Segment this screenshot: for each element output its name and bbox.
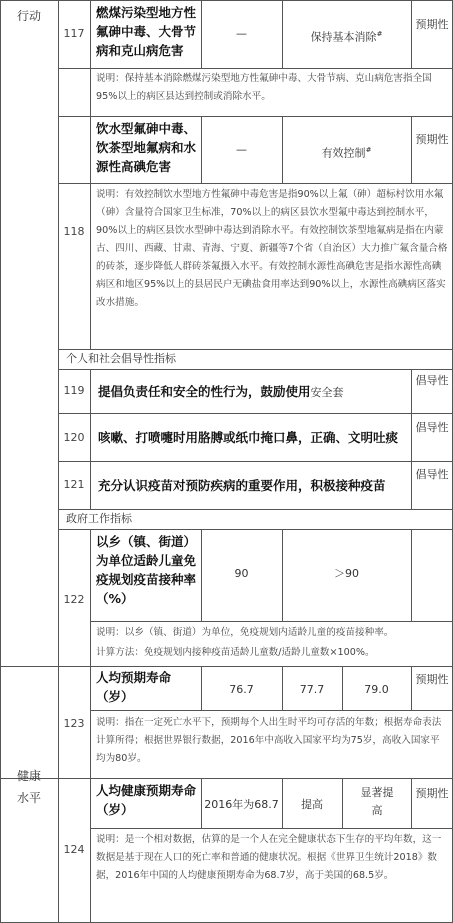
target-value — [282, 142, 411, 162]
indicator-title: 人均预期寿命（岁） — [96, 670, 172, 704]
indicator-title-normal: 安全套 — [310, 386, 344, 399]
section-header-personal: 个人和社会倡导性指标 — [66, 352, 176, 365]
indicator-type: 预期性 — [415, 673, 449, 686]
explanation-note: 说明：有效控制饮水型地方性氟砷中毒危害是指90%以上氟（砷）超标村饮用水氟（砷）含量符合国家卫生标准，70%以上的病区县饮水型氟中毒达到控制水平，90%以上的病区县饮水型砷中毒达到消除水平。有效控制饮茶型地氟病是指在内蒙古、四川、西藏、甘肃、青海、宁夏、新疆等7个省（自治区）大力推广氟含量合格的砖茶，逐步降低人群砖茶氟摄入水平。有效控制水源性高碘危害是指水源性高碘病区和地区95%以上的县居民户无碘盐食用率达到90%以上，水源性高碘病区落实改水措施。 — [96, 189, 448, 308]
indicator-title: 燃煤污染型地方性氟砷中毒、大骨节病和克山病危害 — [96, 5, 197, 58]
row-number: 123 — [63, 717, 85, 730]
explanation-note: 说明：保持基本消除燃煤污染型地方性氟砷中毒、大骨节病、克山病危害指全国95%以上的病区县达到控制或消除水平。 — [96, 73, 432, 102]
current-value: — — [236, 143, 247, 156]
indicator-title: 饮水型氟砷中毒、饮茶型地氟病和水源性高碘危害 — [96, 121, 197, 174]
indicator-title: 咳嗽、打喷嚏时用胳膊或纸巾掩口鼻，正确、文明吐痰 — [98, 430, 399, 445]
current-value: 76.7 — [229, 683, 254, 696]
current-value: 90 — [234, 567, 249, 580]
row-number: 121 — [63, 478, 85, 491]
left-label-action: 行动 — [16, 9, 41, 23]
indicator-title — [98, 382, 410, 401]
indicator-title: 人均健康预期寿命（岁） — [96, 783, 197, 817]
mid-value: 77.7 — [299, 683, 325, 696]
target-mark: # — [376, 30, 383, 38]
target-value: 79.0 — [364, 683, 389, 696]
indicator-title: 充分认识疫苗对预防疾病的重要作用，积极接种疫苗 — [98, 478, 386, 493]
indicator-title-bold: 提倡负责任和安全的性行为，鼓励使用 — [98, 384, 311, 399]
explanation-note: 说明：是一个相对数据，估算的是一个人在完全健康状态下生存的平均年数，这一数据是基于现在人口的死亡率和普通的健康状况。根据《世界卫生统计2018》数据，2016年中国的人均健康预期寿命为68.7岁，高于美国的68.5岁。 — [96, 834, 442, 881]
target-value: ＞90 — [334, 567, 359, 580]
current-value: — — [236, 27, 247, 40]
target-text: 保持基本消除 — [310, 30, 377, 44]
target-text: 有效控制 — [321, 146, 366, 160]
row-number: 117 — [63, 27, 85, 40]
indicator-type: 预期性 — [415, 18, 449, 31]
left-label-health: 健康 水平 — [16, 769, 41, 805]
indicator-type: 倡导性 — [415, 421, 449, 434]
row-number: 118 — [63, 225, 85, 238]
explanation-note: 说明：指在一定死亡水平下，预期每个人出生时平均可存活的年数；根据寿命表法计算所得；根据世界银行数据，2016年中高收入国家平均为75岁，高收入国家平均为80岁。 — [96, 717, 442, 764]
row-number: 124 — [63, 843, 85, 856]
indicator-type: 预期性 — [415, 787, 449, 800]
calculation-method: 计算方法：免疫规划内接种疫苗适龄儿童数/适龄儿童数×100%。 — [96, 647, 375, 658]
section-header-gov: 政府工作指标 — [66, 512, 132, 525]
row-number: 120 — [63, 431, 85, 444]
target-mark: # — [365, 146, 372, 154]
indicator-type: 预期性 — [415, 133, 449, 146]
target-value: 显著提高 — [360, 786, 394, 817]
indicator-type: 倡导性 — [415, 468, 449, 481]
mid-value: 提高 — [301, 798, 323, 811]
row-number: 122 — [63, 593, 85, 606]
current-value: 2016年为68.7 — [204, 798, 279, 811]
indicator-type: 倡导性 — [415, 374, 449, 387]
explanation-note: 说明：以乡（镇、街道）为单位，免疫规划内适龄儿童的疫苗接种率。 — [96, 627, 394, 638]
target-value — [282, 26, 411, 46]
row-number: 119 — [63, 384, 85, 397]
indicator-title: 以乡（镇、街道）为单位适龄儿童免疫规划疫苗接种率（%） — [96, 534, 197, 606]
